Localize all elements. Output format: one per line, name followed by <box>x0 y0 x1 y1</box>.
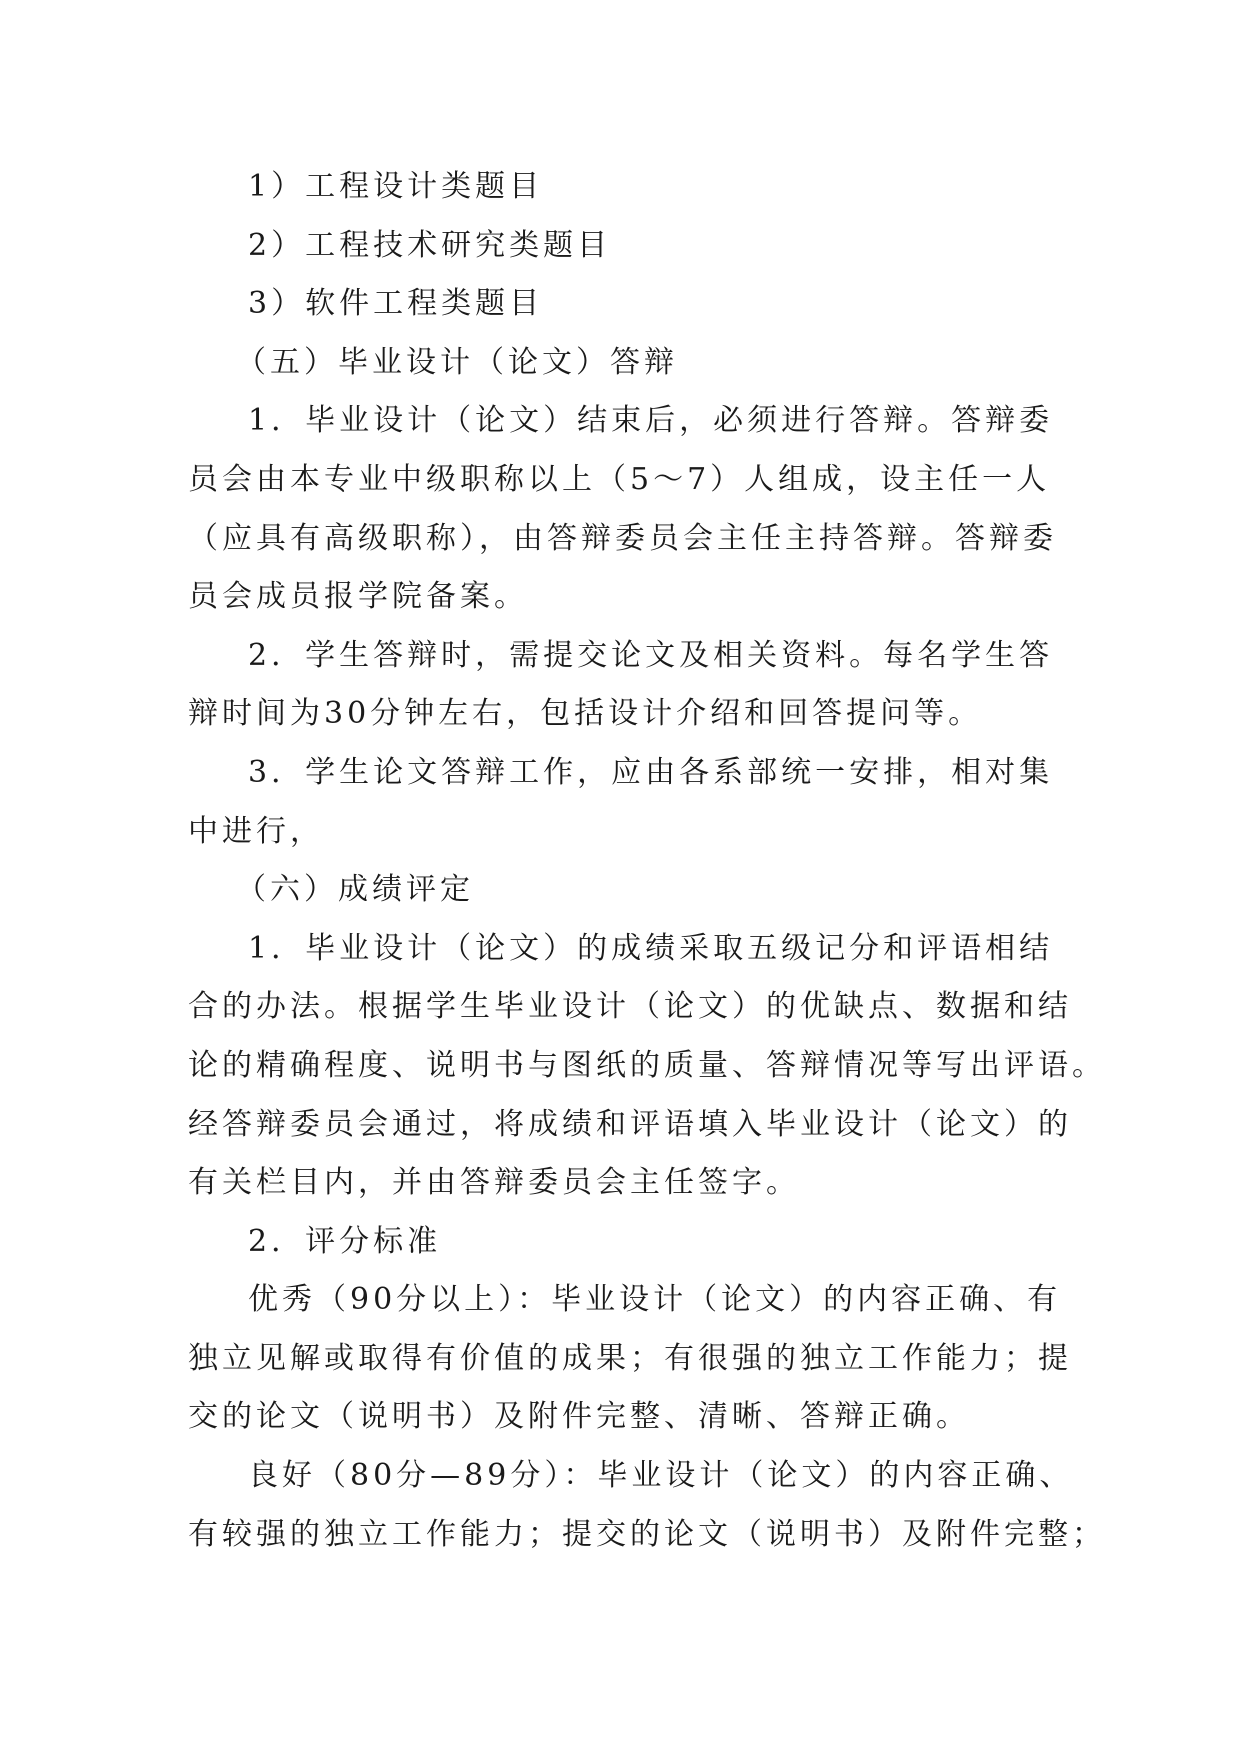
text-line: 论的精确程度、说明书与图纸的质量、答辩情况等写出评语。 <box>188 1047 1106 1083</box>
text-line: 独立见解或取得有价值的成果；有很强的独立工作能力；提 <box>188 1340 1072 1376</box>
document-body <box>188 158 1106 1564</box>
text-line: 3）软件工程类题目 <box>248 286 544 322</box>
text-line: 辩时间为30分钟左右，包括设计介绍和回答提问等。 <box>188 696 983 732</box>
text-line: 员会由本专业中级职称以上（5～7）人组成，设主任一人 <box>188 461 1051 497</box>
text-line: 2）工程技术研究类题目 <box>248 227 612 263</box>
text-line: 有较强的独立工作能力；提交的论文（说明书）及附件完整； <box>188 1516 1106 1552</box>
text-line: 合的办法。根据学生毕业设计（论文）的优缺点、数据和结 <box>188 989 1072 1025</box>
text-line: 有关栏目内，并由答辩委员会主任签字。 <box>188 1165 800 1201</box>
text-line: 2．评分标准 <box>248 1223 442 1259</box>
text-line: （六）成绩评定 <box>236 872 474 908</box>
text-line: 1．毕业设计（论文）的成绩采取五级记分和评语相结 <box>248 930 1054 966</box>
text-line: 中进行， <box>188 813 324 849</box>
text-line: 1．毕业设计（论文）结束后，必须进行答辩。答辩委 <box>248 403 1054 439</box>
text-line: 1）工程设计类题目 <box>248 169 544 204</box>
text-line: 员会成员报学院备案。 <box>188 579 528 615</box>
text-line: （五）毕业设计（论文）答辩 <box>236 344 678 380</box>
text-line: （应具有高级职称），由答辩委员会主任主持答辩。答辩委 <box>188 520 1057 556</box>
text-line: 良好（80分—89分）：毕业设计（论文）的内容正确、 <box>248 1458 1074 1494</box>
text-line: 3．学生论文答辩工作，应由各系部统一安排，相对集 <box>248 754 1054 790</box>
text-line: 交的论文（说明书）及附件完整、清晰、答辩正确。 <box>188 1399 970 1435</box>
text-line: 经答辩委员会通过，将成绩和评语填入毕业设计（论文）的 <box>188 1106 1072 1142</box>
text-line: 优秀（90分以上）：毕业设计（论文）的内容正确、有 <box>248 1282 1062 1318</box>
text-line: 2．学生答辩时，需提交论文及相关资料。每名学生答 <box>248 637 1054 673</box>
